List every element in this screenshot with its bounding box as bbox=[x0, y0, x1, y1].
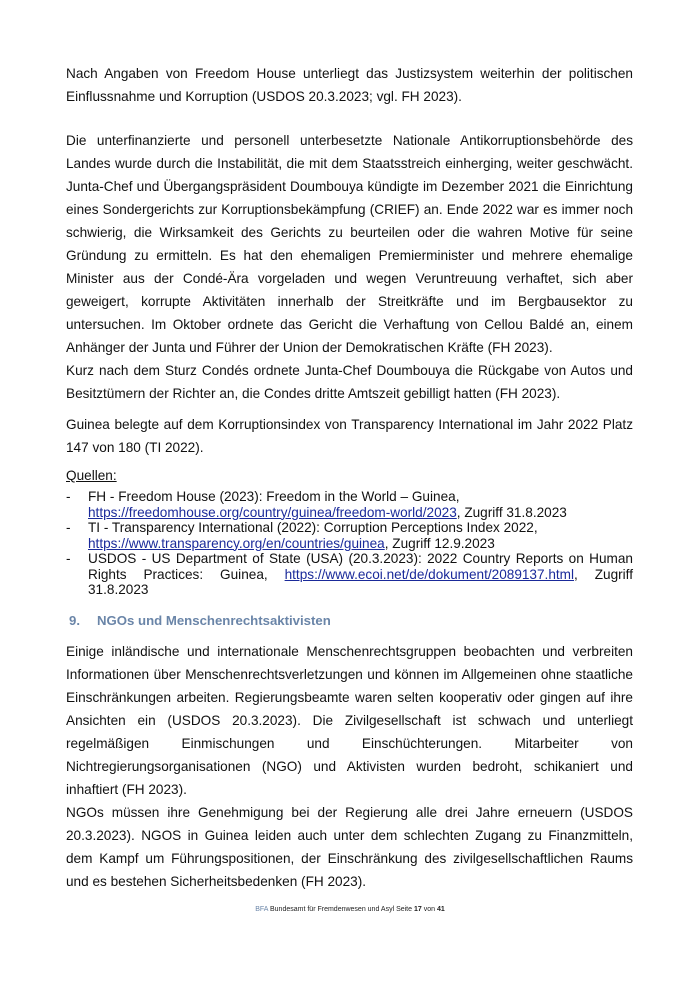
source-access-date: , Zugriff 31.8.2023 bbox=[88, 566, 633, 597]
source-link[interactable]: https://www.transparency.org/en/countries/guinea bbox=[88, 535, 385, 551]
list-dash: - bbox=[66, 489, 71, 504]
section-number: 9. bbox=[69, 612, 80, 628]
paragraph: Die unterfinanzierte und personell unterbesetzte Nationale Antikorruptionsbehörde des Landes wurde durch die Instabilität, die mit dem Staatsstreich einherging, weiter geschwächt. Junta-Chef und Übergangspräsident Doumbouya kündigte im Dezember 2021 die Einrichtung eines Sondergerichts zur Korruptionsbekämpfung (CRIEF) an. Ende 2022 war es immer noch schwierig, die Wirksamkeit des Gerichts zu beurteilen oder die wahren Motive für seine Gründung zu ermitteln. Es hat den ehemaligen Premierminister und mehrere ehemalige Minister aus der Condé-Ära vorgeladen und wegen Veruntreuung verhaftet, sich aber geweigert, korrupte Aktivitäten innerhalb der Streitkräfte und im Bergbausektor zu untersuchen. Im Oktober ordnete das Gericht die Verhaftung von Cellou Baldé an, einem Anhänger der Junta und Führer der Union der Demokratischen Kräfte (FH 2023). bbox=[66, 133, 633, 355]
sources-heading: Quellen: bbox=[66, 468, 117, 483]
source-text: TI - Transparency International (2022): Corruption Perceptions Index 2022, bbox=[88, 520, 538, 535]
footer-text: Bundesamt für Fremdenwesen und Asyl Seite bbox=[270, 906, 413, 913]
source-access-date: , Zugriff 12.9.2023 bbox=[384, 535, 495, 551]
source-item bbox=[66, 489, 633, 520]
footer-logo: BFA bbox=[255, 906, 269, 913]
list-dash: - bbox=[66, 551, 71, 566]
footer-of: von bbox=[423, 906, 436, 913]
paragraph: Guinea belegte auf dem Korruptionsindex von Transparency International im Jahr 2022 Platz 147 von 180 (TI 2022). bbox=[66, 417, 633, 455]
source-access-date: , Zugriff 31.8.2023 bbox=[456, 504, 567, 520]
page-number: 17 bbox=[413, 906, 422, 913]
source-item bbox=[66, 520, 633, 551]
paragraph: Nach Angaben von Freedom House unterliegt das Justizsystem weiterhin der politischen Einflussnahme und Korruption (USDOS 20.3.2023; vgl. FH 2023). bbox=[66, 66, 633, 104]
page-footer bbox=[0, 906, 700, 913]
paragraph: NGOs müssen ihre Genehmigung bei der Regierung alle drei Jahre erneuern (USDOS 20.3.2023). NGOS in Guinea leiden auch unter dem schlechten Zugang zu Finanzmitteln, dem Kampf um Führungspositionen, der Einschränkung des zivilgesellschaftlichen Raums und es bestehen Sicherheitsbedenken (FH 2023). bbox=[66, 804, 633, 889]
sources-list bbox=[66, 489, 633, 598]
paragraph: Einige inländische und internationale Menschenrechtsgruppen beobachten und verbreiten Informationen über Menschenrechtsverletzungen und können im Allgemeinen ohne staatliche Einschränkungen arbeiten. Regierungsbeamte waren selten kooperativ oder gingen auf ihre Ansichten ein (USDOS 20.3.2023). Die Zivilgesellschaft ist schwach und unterliegt regelmäßigen Einmischungen und Einschüchterungen. Mitarbeiter von Nichtregierungsorganisationen (NGO) und Aktivisten wurden bedroht, schikaniert und inhaftiert (FH 2023). bbox=[66, 643, 633, 797]
list-dash: - bbox=[66, 520, 71, 535]
source-text: FH - Freedom House (2023): Freedom in the World – Guinea, bbox=[88, 489, 460, 504]
source-link[interactable]: https://www.ecoi.net/de/dokument/2089137.html bbox=[284, 566, 575, 582]
paragraph: Kurz nach dem Sturz Condés ordnete Junta-Chef Doumbouya die Rückgabe von Autos und Besitztümern der Richter an, die Condes dritte Amtszeit gebilligt hatten (FH 2023). bbox=[66, 363, 633, 401]
source-link[interactable]: https://freedomhouse.org/country/guinea/freedom-world/2023 bbox=[88, 504, 457, 520]
section-heading bbox=[69, 612, 633, 630]
document-body bbox=[66, 62, 633, 893]
source-item bbox=[66, 551, 633, 598]
section-title: NGOs und Menschenrechtsaktivisten bbox=[97, 612, 331, 628]
source-text: USDOS - US Department of State (USA) (20.3.2023): 2022 Country Reports on Human Rights Practices: Guinea, bbox=[88, 551, 633, 582]
page-total: 41 bbox=[436, 906, 445, 913]
